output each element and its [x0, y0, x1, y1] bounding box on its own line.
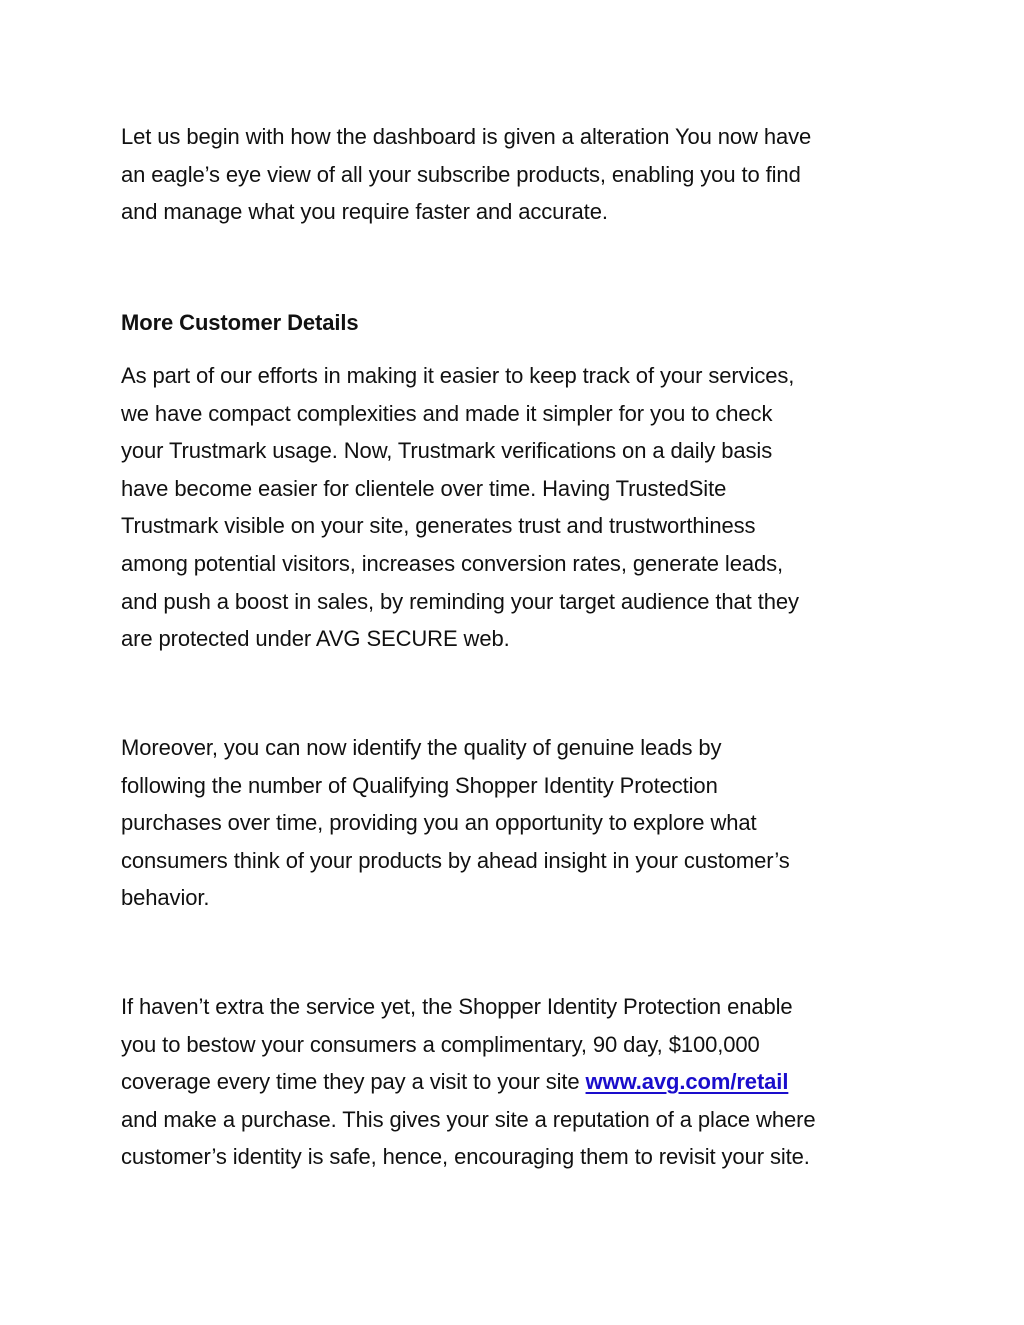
details-line-4: have become easier for clientele over time. Having TrustedSite	[121, 475, 727, 501]
details-line-2: we have compact complexities and made it simpler for you to check	[121, 400, 773, 426]
intro-paragraph	[121, 118, 811, 231]
avg-retail-link[interactable]: www.avg.com/retail	[585, 1069, 789, 1095]
customer-details-paragraph	[121, 357, 799, 658]
leads-line-2: following the number of Qualifying Shopper Identity Protection	[121, 772, 718, 798]
protection-line-5: customer’s identity is safe, hence, encouraging them to revisit your site.	[121, 1144, 810, 1170]
details-line-1: As part of our efforts in making it easier to keep track of your services,	[121, 363, 795, 388]
details-line-7: and push a boost in sales, by reminding your target audience that they	[121, 588, 799, 614]
details-line-5: Trustmark visible on your site, generates trust and trustworthiness	[121, 513, 756, 539]
protection-line-2: you to bestow your consumers a complimentary, 90 day, $100,000	[121, 1031, 760, 1057]
leads-paragraph	[121, 729, 790, 917]
section-heading: More Customer Details	[121, 310, 359, 335]
details-line-6: among potential visitors, increases conversion rates, generate leads,	[121, 550, 784, 576]
leads-line-5: behavior.	[121, 885, 210, 911]
intro-line-1: Let us begin with how the dashboard is given a alteration You now have	[121, 124, 812, 149]
intro-line-2: an eagle’s eye view of all your subscribe products, enabling you to find	[121, 161, 801, 187]
protection-line-3-text: coverage every time they pay a visit to your site	[121, 1069, 586, 1095]
details-line-8: are protected under AVG SECURE web.	[121, 626, 510, 652]
protection-paragraph	[121, 988, 815, 1176]
leads-line-1: Moreover, you can now identify the quality of genuine leads by	[121, 735, 722, 760]
protection-line-1: If haven’t extra the service yet, the Shopper Identity Protection enable	[121, 994, 793, 1019]
leads-line-3: purchases over time, providing you an opportunity to explore what	[121, 810, 757, 836]
protection-line-3	[121, 1063, 815, 1101]
leads-line-4: consumers think of your products by ahead insight in your customer’s	[121, 847, 790, 873]
protection-line-4: and make a purchase. This gives your site a reputation of a place where	[121, 1106, 816, 1132]
details-line-3: your Trustmark usage. Now, Trustmark verifications on a daily basis	[121, 438, 773, 464]
intro-line-3: and manage what you require faster and accurate.	[121, 199, 608, 225]
